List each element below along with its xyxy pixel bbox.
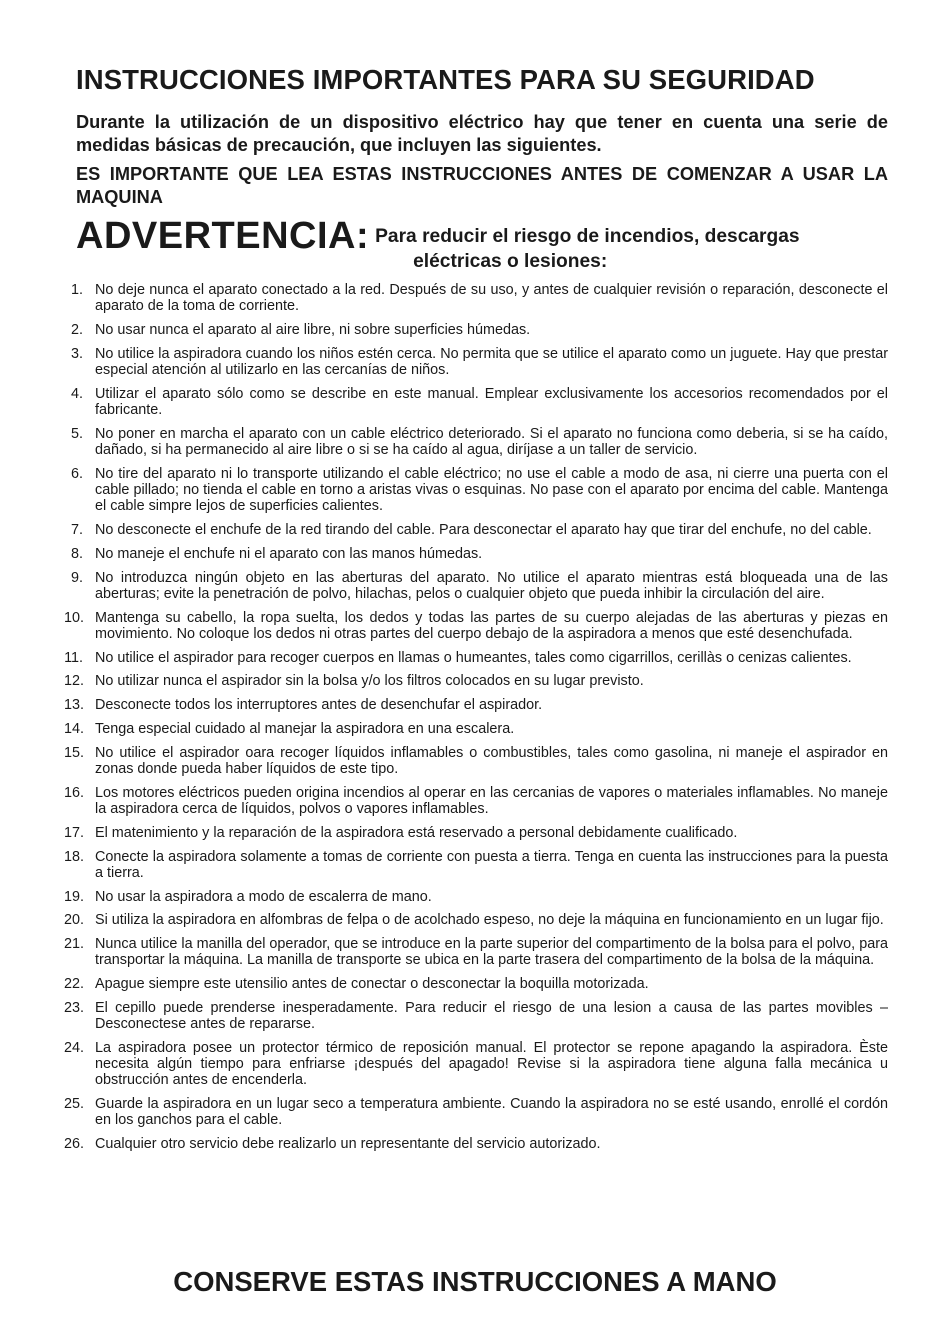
rule-number: 2. <box>70 322 83 338</box>
safety-rule-item <box>64 976 888 993</box>
rule-number: 19. <box>64 888 85 905</box>
rule-text: La aspiradora posee un protector térmico de reposición manual. El protector se repone apagando la aspiradora. Èste necesita algún tiempo para enfriarse ¡después del apagado! Revise si la aspiradora tiene alguna falla mecánica u obstrucción antes de encenderla. <box>95 1039 888 1089</box>
rule-number: 24. <box>64 1039 85 1056</box>
rule-number: 3. <box>70 345 83 362</box>
warning-subtitle-line1: Para reducir el riesgo de incendios, descargas <box>375 226 800 247</box>
rule-text: Mantenga su cabello, la ropa suelta, los dedos y todas las partes de su cuerpo alejadas de las aberturas y piezas en movimiento. No coloque los dedos ni otras partes del cuerpo debajo de la aspiradora a menos que esté desenchufada. <box>95 609 888 642</box>
rule-text: No deje nunca el aparato conectado a la red. Después de su uso, y antes de cualquier revisión o reparación, desconecte el aparato de la toma de corriente. <box>95 282 888 315</box>
document-title: INSTRUCCIONES IMPORTANTES PARA SU SEGURIDAD <box>76 64 815 95</box>
safety-rule-item <box>70 322 888 338</box>
safety-rules-list <box>64 282 888 1153</box>
rule-text: Tenga especial cuidado al manejar la aspiradora en una escalera. <box>95 720 515 737</box>
rule-text: No usar la aspiradora a modo de escalerra de mano. <box>95 888 432 905</box>
rule-text: Utilizar el aparato sólo como se describe en este manual. Emplear exclusivamente los accesorios recomendados por el fabricante. <box>95 385 888 418</box>
rule-number: 22. <box>64 976 85 993</box>
safety-rule-item <box>64 744 888 777</box>
safety-rule-item <box>64 720 888 737</box>
safety-rule-item <box>64 609 888 642</box>
rule-number: 13. <box>64 697 85 714</box>
rule-number: 16. <box>64 784 85 801</box>
safety-rule-item <box>70 569 888 602</box>
rule-number: 8. <box>70 545 83 562</box>
safety-rule-item <box>70 522 888 538</box>
rule-text: Conecte la aspiradora solamente a tomas de corriente con puesta a tierra. Tenga en cuenta las instrucciones para la puesta a tierra. <box>95 848 888 881</box>
rule-number: 23. <box>64 999 85 1016</box>
safety-rule-item <box>64 936 888 969</box>
safety-rule-item <box>70 345 888 378</box>
document-page <box>64 62 888 1160</box>
rule-text: Apague siempre este utensilio antes de conectar o desconectar la boquilla motorizada. <box>95 976 649 993</box>
safety-rule-item <box>70 465 888 515</box>
rule-text: No utilice la aspiradora cuando los niños estén cerca. No permita que se utilice el aparato como un juguete. Hay que prestar especial atención al utilizarlo en las cercanías de niños. <box>95 345 888 378</box>
warning-subtitle <box>375 224 888 274</box>
rule-number: 25. <box>64 1096 85 1113</box>
rule-text: No poner en marcha el aparato con un cable eléctrico deteriorado. Si el aparato no funciona como deberia, si se ha caído, dañado, si ha permanecido al aire libre o si se ha caído al agua, diríjase a un taller de servicio. <box>95 425 888 458</box>
rule-number: 5. <box>70 425 83 442</box>
safety-rule-item <box>70 425 888 458</box>
rule-number: 15. <box>64 744 85 761</box>
rule-text: Cualquier otro servicio debe realizarlo un representante del servicio autorizado. <box>95 1136 601 1153</box>
rule-number: 7. <box>70 522 83 538</box>
safety-rule-item <box>70 385 888 418</box>
safety-rule-item <box>64 649 888 666</box>
rule-text: No utilice el aspirador para recoger cuerpos en llamas o humeantes, tales como cigarrillos, cerillàs o cenizas calientes. <box>95 649 852 666</box>
rule-text: Los motores eléctricos pueden origina incendios al operar en las cercanias de vapores o materiales inflamables. No maneje la aspiradora cerca de líquidos, polvos o vapores inflamables. <box>95 784 888 817</box>
rule-number: 18. <box>64 848 85 865</box>
rule-text: Si utiliza la aspiradora en alfombras de felpa o de acolchado espeso, no deje la máquina en funcionamiento en un lugar fijo. <box>95 912 884 929</box>
safety-rule-item <box>64 1096 888 1129</box>
rule-text: El matenimiento y la reparación de la aspiradora está reservado a personal debidamente cualificado. <box>95 824 738 841</box>
rule-number: 9. <box>70 569 83 586</box>
safety-rule-item <box>70 545 888 562</box>
rule-number: 10. <box>64 609 85 626</box>
rule-number: 14. <box>64 720 85 737</box>
rule-number: 11. <box>64 649 83 666</box>
footer-banner: CONSERVE ESTAS INSTRUCCIONES A MANO <box>173 1266 777 1297</box>
rule-text: No utilizar nunca el aspirador sin la bolsa y/o los filtros colocados en su lugar previsto. <box>95 673 644 690</box>
rule-text: Guarde la aspiradora en un lugar seco a temperatura ambiente. Cuando la aspiradora no se esté usando, enrollé el cordón en los ganchos para el cable. <box>95 1096 888 1129</box>
rule-number: 6. <box>70 465 83 482</box>
safety-rule-item <box>64 673 888 690</box>
rule-number: 17. <box>64 824 85 841</box>
safety-rule-item <box>64 784 888 817</box>
intro-paragraph: Durante la utilización de un dispositivo eléctrico hay que tener en cuenta una serie de medidas básicas de precaución, que incluyen las siguientes. <box>76 112 888 155</box>
safety-rule-item <box>64 824 888 841</box>
rule-text: El cepillo puede prenderse inesperadamente. Para reducir el riesgo de una lesion a causa de las partes movibles – Desconectese antes de repararse. <box>95 999 888 1033</box>
rule-text: No desconecte el enchufe de la red tirando del cable. Para desconectar el aparato hay que tirar del enchufe, no del cable. <box>95 522 872 538</box>
important-notice: ES IMPORTANTE QUE LEA ESTAS INSTRUCCIONES ANTES DE COMENZAR A USAR LA MAQUINA <box>76 164 888 207</box>
safety-rule-item <box>64 888 888 905</box>
rule-number: 20. <box>64 912 85 929</box>
rule-text: Desconecte todos los interruptores antes de desenchufar el aspirador. <box>95 697 543 714</box>
warning-heading <box>76 214 888 274</box>
rule-text: No utilice el aspirador oara recoger líquidos inflamables o combustibles, tales como gasolina, ni maneje el aspirador en zonas donde pueda haber líquidos de este tipo. <box>95 744 888 777</box>
rule-text: Nunca utilice la manilla del operador, que se introduce en la parte superior del compartimento de la bolsa para el polvo, para transportar la máquina. La manilla de transporte se ubica en la parte trasera del compartimento de la bolsa de la máquina. <box>95 936 888 969</box>
warning-subtitle-line2: eléctricas o lesiones: <box>413 251 608 272</box>
rule-text: No maneje el enchufe ni el aparato con las manos húmedas. <box>95 545 483 562</box>
safety-rule-item <box>64 1136 888 1153</box>
safety-rule-item <box>64 1039 888 1089</box>
rule-number: 12. <box>64 673 85 690</box>
rule-number: 4. <box>70 385 83 402</box>
rule-text: No tire del aparato ni lo transporte utilizando el cable eléctrico; no use el cable a modo de asa, ni cierre una puerta con el cable pillado; no tienda el cable en torno a aristas vivas o esquinas. No pase con el aparato por encima del cable. Mantenga el cable simpre lejos de superficies calientes. <box>95 465 888 515</box>
rule-text: No introduzca ningún objeto en las aberturas del aparato. No utilice el aparato mientras está bloqueada una de las aberturas; evite la penetración de polvo, hilachas, pelos o cualquier objeto que pueda inhibir la circulación del aire. <box>95 569 888 602</box>
rule-number: 26. <box>64 1136 85 1153</box>
rule-number: 1. <box>70 282 83 298</box>
safety-rule-item <box>64 697 888 714</box>
safety-rule-item <box>70 282 888 315</box>
safety-rule-item <box>64 848 888 881</box>
safety-rule-item <box>64 999 888 1033</box>
warning-word: ADVERTENCIA: <box>76 215 370 257</box>
rule-text: No usar nunca el aparato al aire libre, ni sobre superficies húmedas. <box>95 322 531 338</box>
safety-rule-item <box>64 912 888 929</box>
rule-number: 21. <box>64 936 85 953</box>
